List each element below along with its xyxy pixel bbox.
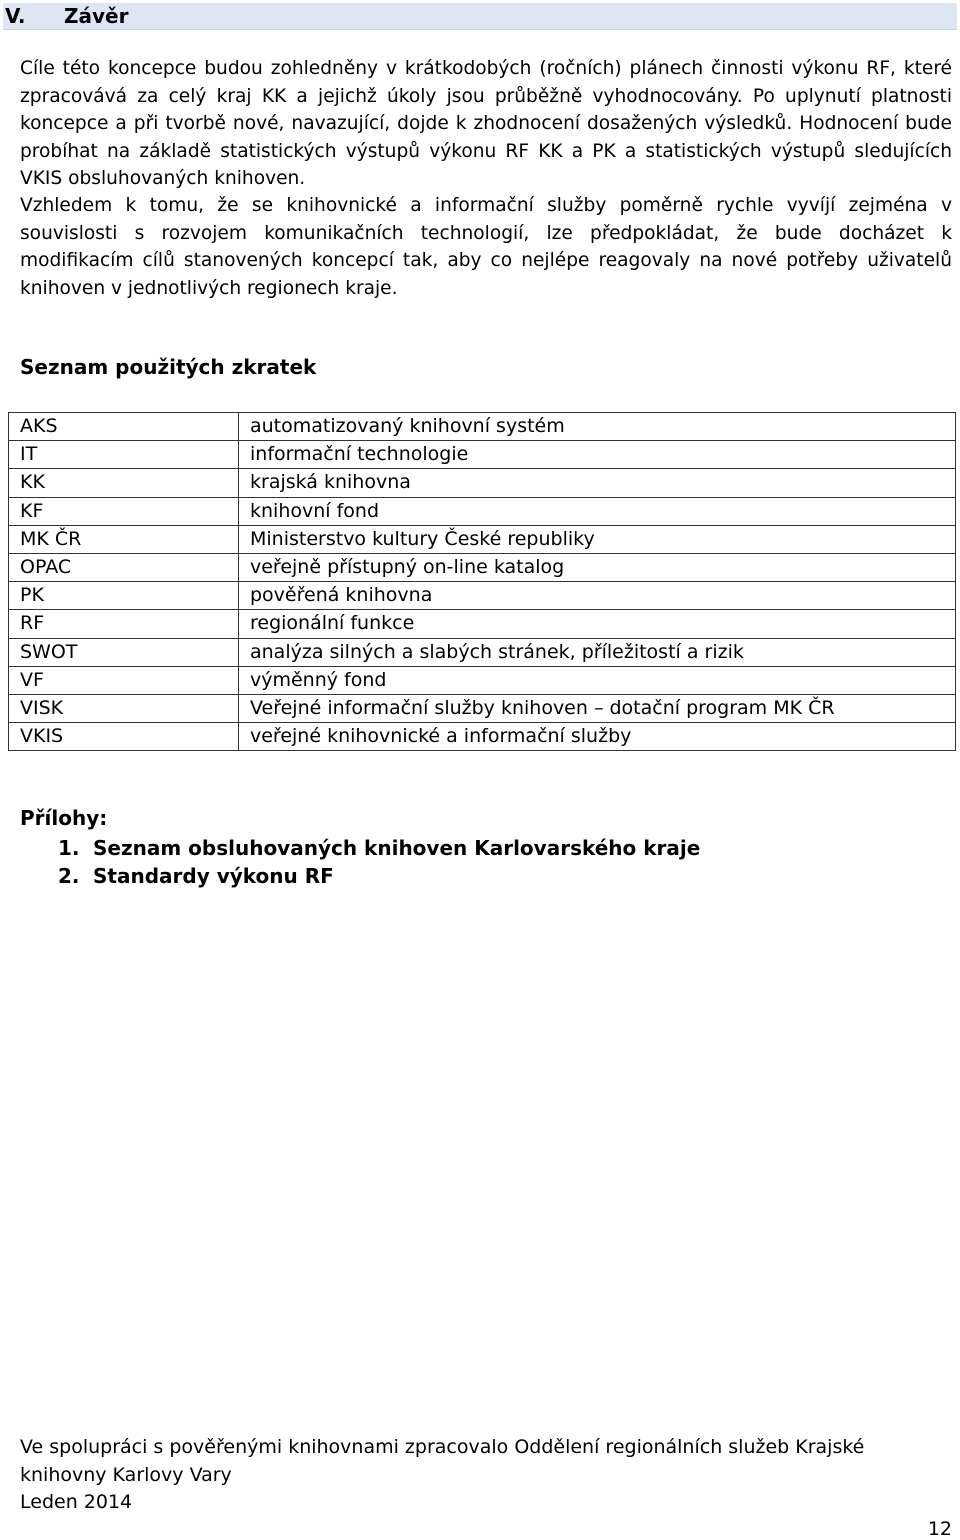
abbreviation-cell: VKIS: [9, 723, 239, 751]
table-row: [9, 497, 956, 525]
meaning-cell: Veřejné informační služby knihoven – dotační program MK ČR: [239, 695, 956, 723]
abbreviation-cell: MK ČR: [9, 525, 239, 553]
abbreviation-cell: RF: [9, 610, 239, 638]
meaning-cell: regionální funkce: [239, 610, 956, 638]
meaning-cell: krajská knihovna: [239, 469, 956, 497]
appendices-title: Přílohy:: [20, 806, 108, 830]
table-row: [9, 610, 956, 638]
table-row: [9, 666, 956, 694]
appendix-item: [58, 834, 700, 862]
appendix-item: [58, 862, 700, 890]
meaning-cell: informační technologie: [239, 441, 956, 469]
table-row: [9, 525, 956, 553]
abbreviation-cell: SWOT: [9, 638, 239, 666]
chapter-number: V.: [5, 4, 26, 28]
meaning-cell: analýza silných a slabých stránek, příležitostí a rizik: [239, 638, 956, 666]
appendix-number: 2.: [58, 864, 80, 888]
conclusion-paragraph-1: Cíle této koncepce budou zohledněny v krátkodobých (ročních) plánech činnosti výkonu RF, které zpracovává za celý kraj KK a jejichž úkoly jsou průběžně vyhodnocovány. Po uplynutí platnosti koncepce a při tvorbě nové, navazující, dojde k zhodnocení dosažených výsledků. Hodnocení bude probíhat na základě statistických výstupů výkonu RF KK a PK a statistických výstupů sledujících VKIS obsluhovaných knihoven.: [20, 58, 952, 189]
conclusion-paragraph-2: Vzhledem k tomu, že se knihovnické a informační služby poměrně rychle vyvíjí zejména v souvislosti s rozvojem komunikačních technologií, lze předpokládat, že bude docházet k modifikacím cílů stanovených koncepcí tak, aby co nejlépe reagovaly na nové potřeby uživatelů knihoven v jednotlivých regionech kraje.: [20, 195, 952, 299]
table-row: [9, 723, 956, 751]
footer-date: Leden 2014: [20, 1491, 133, 1513]
appendix-text: Seznam obsluhovaných knihoven Karlovarského kraje: [93, 836, 701, 860]
chapter-title: Závěr: [64, 4, 129, 28]
appendix-text: Standardy výkonu RF: [93, 864, 334, 888]
appendix-number: 1.: [58, 836, 80, 860]
meaning-cell: automatizovaný knihovní systém: [239, 413, 956, 441]
abbreviation-cell: KF: [9, 497, 239, 525]
abbreviation-cell: AKS: [9, 413, 239, 441]
appendices-list: [58, 834, 700, 890]
meaning-cell: veřejně přístupný on-line katalog: [239, 554, 956, 582]
table-row: [9, 695, 956, 723]
abbreviation-cell: IT: [9, 441, 239, 469]
abbreviation-cell: VF: [9, 666, 239, 694]
page-number: 12: [927, 1518, 952, 1540]
abbreviations-title: Seznam použitých zkratek: [20, 355, 317, 379]
document-footer: [20, 1434, 920, 1517]
table-row: [9, 638, 956, 666]
table-row: [9, 554, 956, 582]
abbreviation-cell: VISK: [9, 695, 239, 723]
footer-credit: Ve spolupráci s pověřenými knihovnami zpracovalo Oddělení regionálních služeb Krajské knihovny Karlovy Vary: [20, 1436, 865, 1486]
abbreviation-cell: KK: [9, 469, 239, 497]
abbreviation-cell: PK: [9, 582, 239, 610]
meaning-cell: pověřená knihovna: [239, 582, 956, 610]
abbreviations-table: [8, 412, 956, 751]
table-row: [9, 469, 956, 497]
meaning-cell: Ministerstvo kultury České republiky: [239, 525, 956, 553]
table-row: [9, 441, 956, 469]
table-row: [9, 413, 956, 441]
meaning-cell: výměnný fond: [239, 666, 956, 694]
meaning-cell: knihovní fond: [239, 497, 956, 525]
abbreviation-cell: OPAC: [9, 554, 239, 582]
meaning-cell: veřejné knihovnické a informační služby: [239, 723, 956, 751]
chapter-heading: [3, 3, 957, 30]
table-row: [9, 582, 956, 610]
